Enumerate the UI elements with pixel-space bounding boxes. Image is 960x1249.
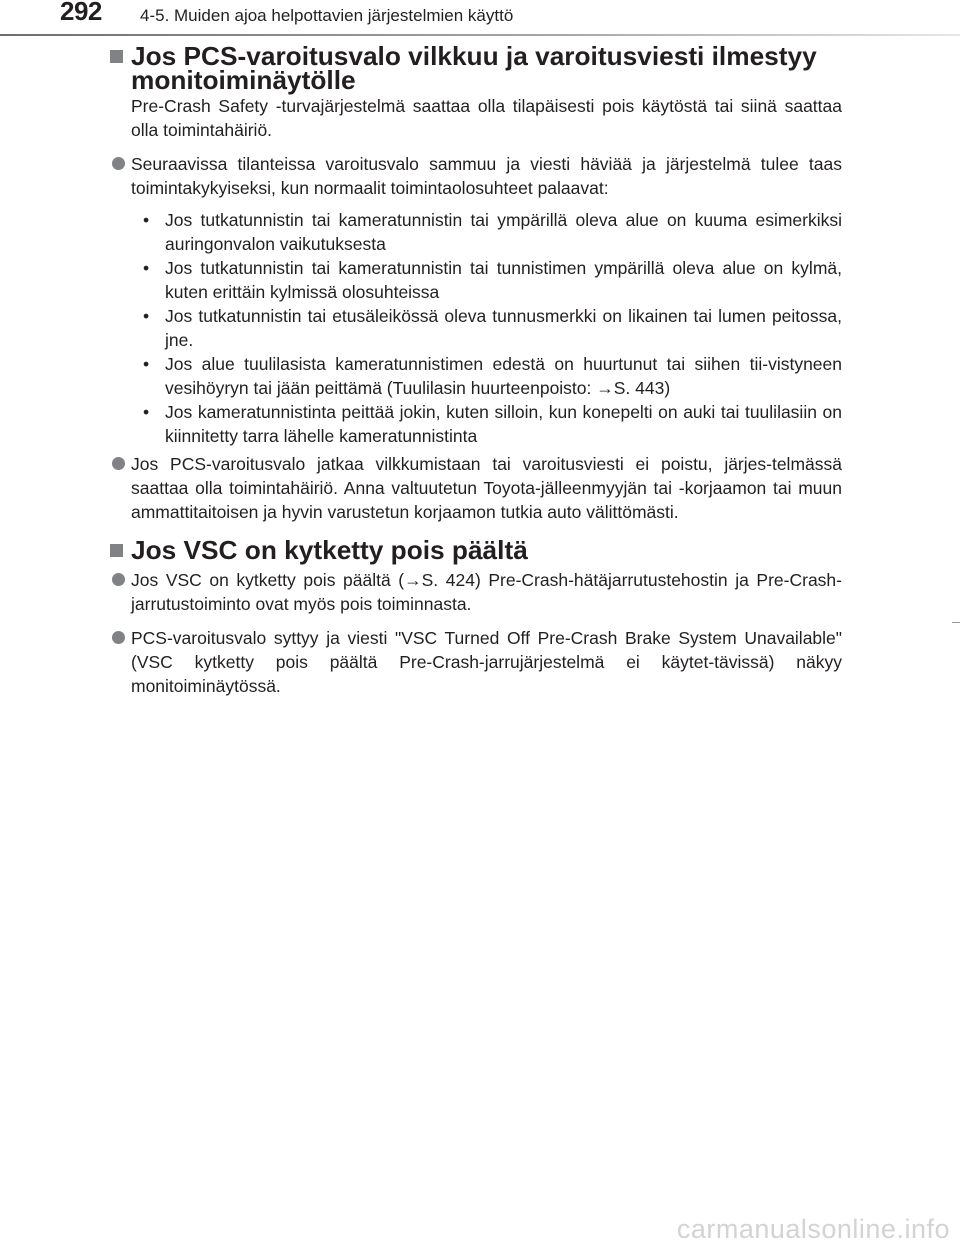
dot-bullet-icon: • bbox=[143, 258, 150, 278]
circle-bullet-icon bbox=[112, 573, 125, 586]
circle-bullet-icon bbox=[112, 157, 125, 170]
margin-tick bbox=[952, 622, 960, 623]
list-item-text: Jos PCS-varoitusvalo jatkaa vilkkumistaan tai varoitusviesti ei poistu, järjes-telmässä saattaa olla toimintahäiriö. Anna valtuutetun Toyota-jälleenmyyjän tai -korjaamon tai muun ammattitaitoisen ja hyvin varustetun korjaamon tutkia auto välittömästi. bbox=[131, 454, 842, 522]
square-bullet-icon bbox=[110, 50, 123, 63]
section-intro: Pre-Crash Safety -turvajärjestelmä saattaa olla tilapäisesti pois käytöstä tai siinä saattaa olla toimintahäiriö. bbox=[131, 96, 842, 140]
sub-list-item bbox=[131, 256, 842, 304]
sub-list-item-text: Jos tutkatunnistin tai kameratunnistin tai tunnistimen ympärillä oleva alue on kylmä, kuten erittäin kylmissä olosuhteissa bbox=[165, 258, 842, 302]
page-header bbox=[0, 0, 960, 36]
sub-list bbox=[131, 208, 842, 448]
dot-bullet-icon: • bbox=[143, 306, 150, 326]
chapter-title: 4-5. Muiden ajoa helpottavien järjestelmien käyttö bbox=[140, 6, 514, 25]
square-bullet-icon bbox=[110, 544, 123, 557]
list-item-text: PCS-varoitusvalo syttyy ja viesti "VSC Turned Off Pre-Crash Brake System Unavailable" (VSC kytketty pois päältä Pre-Crash-jarrujärjestelmä ei käytet-tävissä) näkyy monitoiminäytössä. bbox=[131, 628, 842, 696]
page-content bbox=[110, 41, 842, 698]
circle-bullet-icon bbox=[112, 631, 125, 644]
list-item-text: Jos VSC on kytketty pois päältä (→S. 424) Pre-Crash-hätäjarrutustehostin ja Pre-Crash-jarrutustoiminto ovat myös pois toiminnasta. bbox=[131, 570, 842, 614]
sub-list-item bbox=[131, 352, 842, 400]
sub-list-item-text: Jos tutkatunnistin tai kameratunnistin tai ympärillä oleva alue on kuuma esimerkiksi auringonvalon vaikutuksesta bbox=[165, 210, 842, 254]
list-item bbox=[110, 452, 842, 524]
list-item-text: Seuraavissa tilanteissa varoitusvalo sammuu ja viesti häviää ja järjestelmä tulee taas toimintakykyiseksi, kun normaalit toimintaolosuhteet palaavat: bbox=[131, 154, 842, 198]
page-number: 292 bbox=[60, 0, 102, 26]
sub-list-item-text: Jos alue tuulilasista kameratunnistimen edestä on huurtunut tai siihen tii-vistyneen vesihöyryn tai jään peittämä (Tuulilasin huurteenpoisto: →S. 443) bbox=[165, 354, 842, 398]
section-heading-pcs bbox=[110, 41, 842, 95]
sub-list-item bbox=[131, 400, 842, 448]
section-heading-text: Jos VSC on kytketty pois päältä bbox=[131, 535, 528, 565]
sub-list-item-text: Jos tutkatunnistin tai etusäleikössä oleva tunnusmerkki on likainen tai lumen peitossa, jne. bbox=[165, 306, 842, 350]
sub-list-item-text: Jos kameratunnistinta peittää jokin, kuten silloin, kun konepelti on auki tai tuulilasiin on kiinnitetty tarra lähelle kameratunnistinta bbox=[165, 402, 842, 446]
list-item bbox=[110, 152, 842, 200]
section-heading-vsc bbox=[110, 535, 842, 565]
section-heading-text: Jos PCS-varoitusvalo vilkkuu ja varoitusviesti ilmestyy monitoiminäytölle bbox=[131, 41, 817, 95]
dot-bullet-icon: • bbox=[143, 402, 150, 422]
sub-list-item bbox=[131, 304, 842, 352]
dot-bullet-icon: • bbox=[143, 354, 150, 374]
sub-list-item bbox=[131, 208, 842, 256]
dot-bullet-icon: • bbox=[143, 210, 150, 230]
list-item bbox=[110, 568, 842, 616]
watermark: carmanualsonline.info bbox=[676, 1214, 950, 1244]
circle-bullet-icon bbox=[112, 457, 125, 470]
header-rule bbox=[0, 34, 960, 36]
list-item bbox=[110, 626, 842, 698]
